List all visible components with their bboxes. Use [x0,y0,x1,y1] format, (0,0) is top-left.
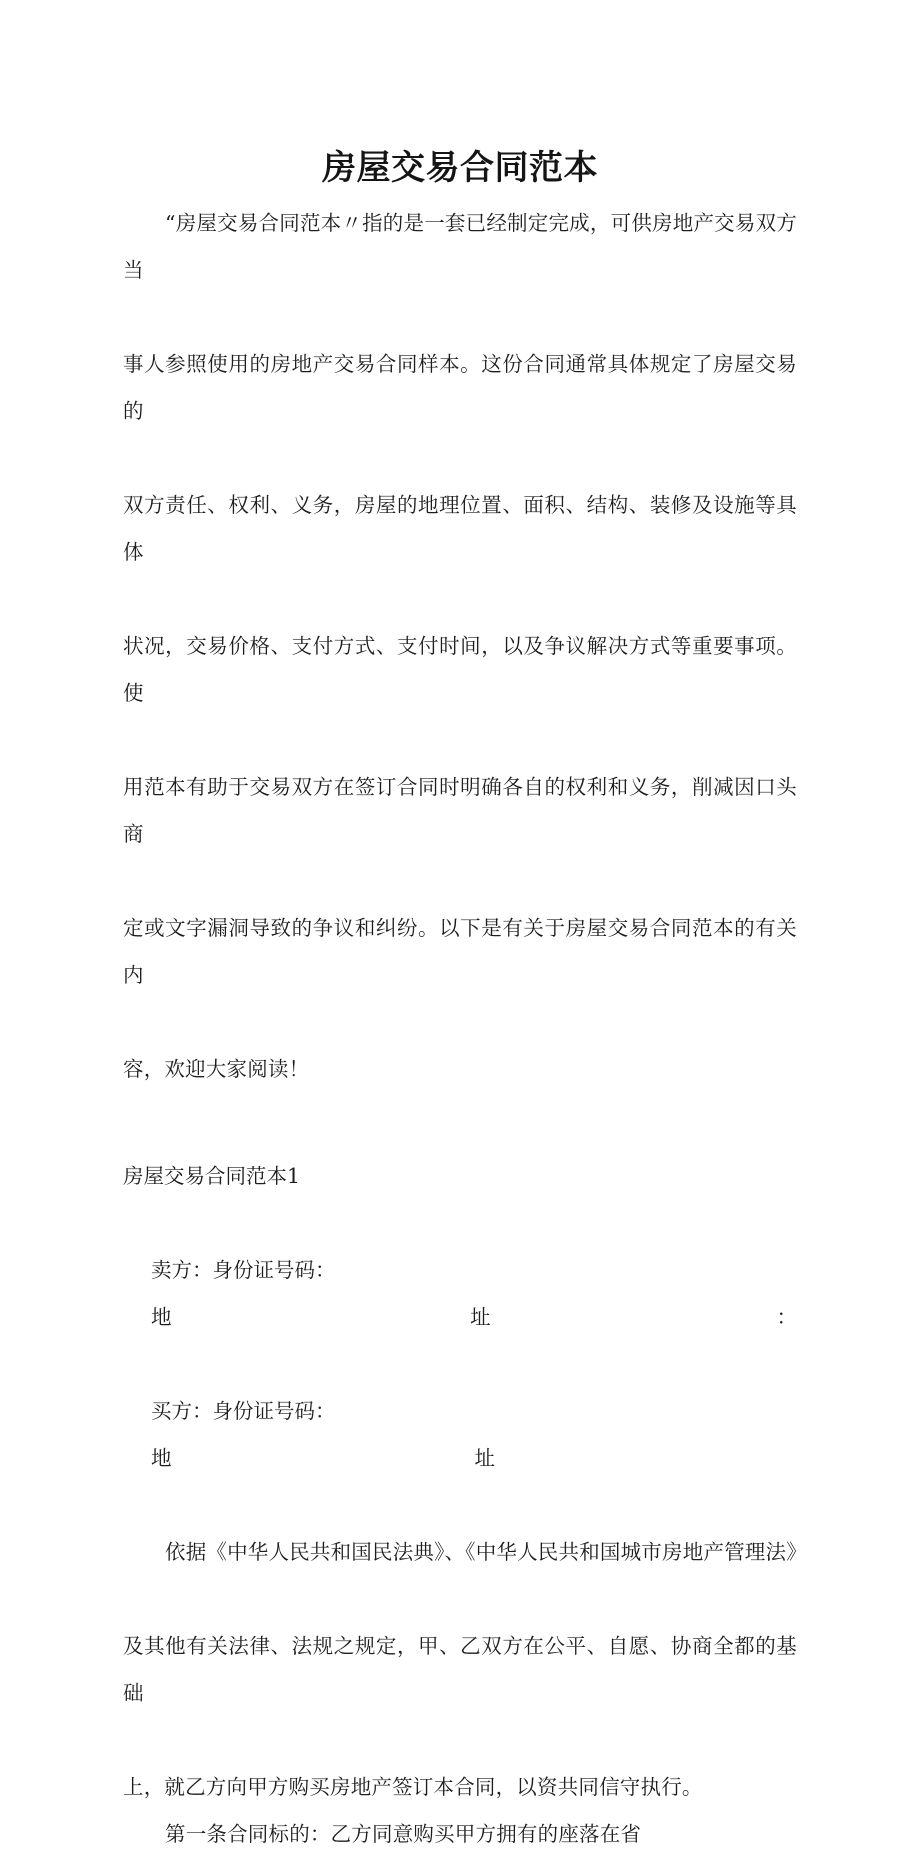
intro-paragraph-line: 事人参照使用的房地产交易合同样本。这份合同通常具体规定了房屋交易的 [123,352,797,423]
intro-paragraph-line: 用范本有助于交易双方在签订合同时明确各自的权利和义务，削减因口头商 [123,775,797,846]
document-body [123,200,807,1858]
intro-paragraph-line: 容，欢迎大家阅读！ [123,1057,310,1081]
buyer-block [123,1388,797,1482]
buyer-address-line [123,1435,797,1482]
spacer [172,1435,475,1482]
seller-address-char-2: 址 [470,1305,491,1329]
section-heading: 房屋交易合同范本1 [123,1164,301,1188]
spacer [172,1294,471,1341]
spacer [123,1482,797,1529]
intro-paragraph-line: “房屋交易合同范本〃指的是一套已经制定完成，可供房地产交易双方当 [123,211,797,282]
seller-address-line [123,1294,797,1341]
legal-basis-paragraph [123,1529,807,1811]
spacer [491,1294,777,1341]
buyer-address-char-2: 址 [474,1446,495,1470]
spacer [123,1093,797,1153]
seller-address-colon: ： [776,1305,797,1329]
buyer-id-label: 买方：身份证号码： [151,1399,336,1423]
seller-address-char-1: 地 [151,1305,172,1329]
intro-paragraph-line: 双方责任、权利、义务，房屋的地理位置、面积、结构、装修及设施等具体 [123,493,797,564]
seller-block [123,1247,797,1341]
intro-paragraph-line: 状况，交易价格、支付方式、支付时间，以及争议解决方式等重要事项。使 [123,634,797,705]
buyer-address-char-1: 地 [151,1446,172,1470]
spacer [123,1200,797,1247]
clause-one: 第一条合同标的：乙方同意购买甲方拥有的座落在省 [165,1822,642,1846]
intro-paragraph-line: 定或文字漏洞导致的争议和纠纷。以下是有关于房屋交易合同范本的有关内 [123,916,797,987]
legal-basis-line: 上，就乙方向甲方购买房地产签订本合同，以资共同信守执行。 [123,1775,703,1799]
seller-id-label: 卖方：身份证号码： [151,1258,336,1282]
legal-basis-line: 依据《中华人民共和国民法典》、《中华人民共和国城市房地产管理法》 [165,1540,807,1564]
page-title: 房屋交易合同范本 [322,147,598,188]
legal-basis-line: 及其他有关法律、法规之规定，甲、乙双方在公平、自愿、协商全都的基础 [123,1634,797,1705]
spacer [123,1341,797,1388]
intro-paragraph [123,200,797,1093]
